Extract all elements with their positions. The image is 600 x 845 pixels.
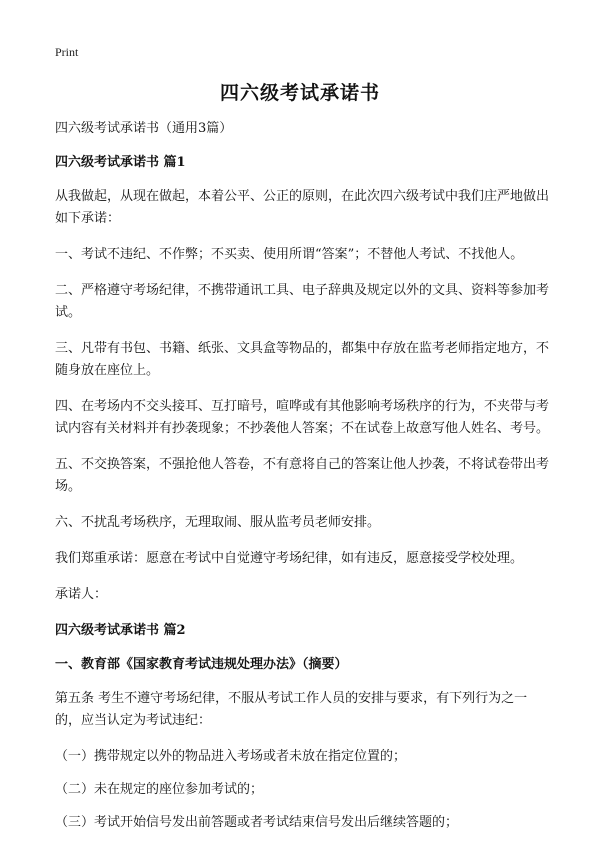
section-1-paragraph: 一、考试不违纪、不作弊；不买卖、使用所谓“答案”；不替他人考试、不找他人。 (55, 247, 524, 262)
section-2-subheading: 一、教育部《国家教育考试违规处理办法》（摘要） (55, 657, 348, 672)
section-1-paragraph: 三、凡带有书包、书籍、纸张、文具盒等物品的，都集中存放在监考老师指定地方，不随身放在座位上。 (55, 341, 550, 378)
print-link[interactable]: Print (55, 45, 79, 59)
document-body (55, 118, 550, 845)
signature-line: 承诺人： (55, 587, 108, 602)
list-item: （三）考试开始信号发出前答题或者考试结束信号发出后继续答题的； (55, 815, 459, 830)
section-1-paragraph: 五、不交换答案，不强抢他人答卷，不有意将自己的答案让他人抄袭，不将试卷带出考场。 (55, 457, 550, 494)
list-item: （一）携带规定以外的物品进入考场或者未放在指定位置的； (55, 749, 407, 764)
section-2-heading: 四六级考试承诺书 篇2 (55, 623, 186, 638)
section-1-paragraph: 四、在考场内不交头接耳、互打暗号，喧哗或有其他影响考场秩序的行为，不夹带与考试内容有关材料并有抄袭现象；不抄袭他人答案；不在试卷上故意写他人姓名、考号。 (55, 399, 550, 436)
section-2-intro: 第五条 考生不遵守考场纪律，不服从考试工作人员的安排与要求，有下列行为之一的，应当认定为考试违纪： (55, 691, 528, 728)
page-title: 四六级考试承诺书 (219, 82, 380, 104)
section-1-paragraph: 二、严格遵守考场纪律，不携带通讯工具、电子辞典及规定以外的文具、资料等参加考试。 (55, 283, 550, 320)
section-1-paragraph: 我们郑重承诺：愿意在考试中自觉遵守考场纪律，如有违反，愿意接受学校处理。 (55, 551, 524, 566)
section-1-paragraph: 六、不扰乱考场秩序，无理取闹、服从监考员老师安排。 (55, 515, 381, 530)
document-subtitle: 四六级考试承诺书（通用3篇） (55, 121, 233, 136)
list-item: （二）未在规定的座位参加考试的； (55, 782, 264, 797)
section-1-heading: 四六级考试承诺书 篇1 (55, 155, 186, 170)
section-1-paragraph: 从我做起，从现在做起，本着公平、公正的原则，在此次四六级考试中我们庄严地做出如下承诺： (55, 189, 550, 226)
